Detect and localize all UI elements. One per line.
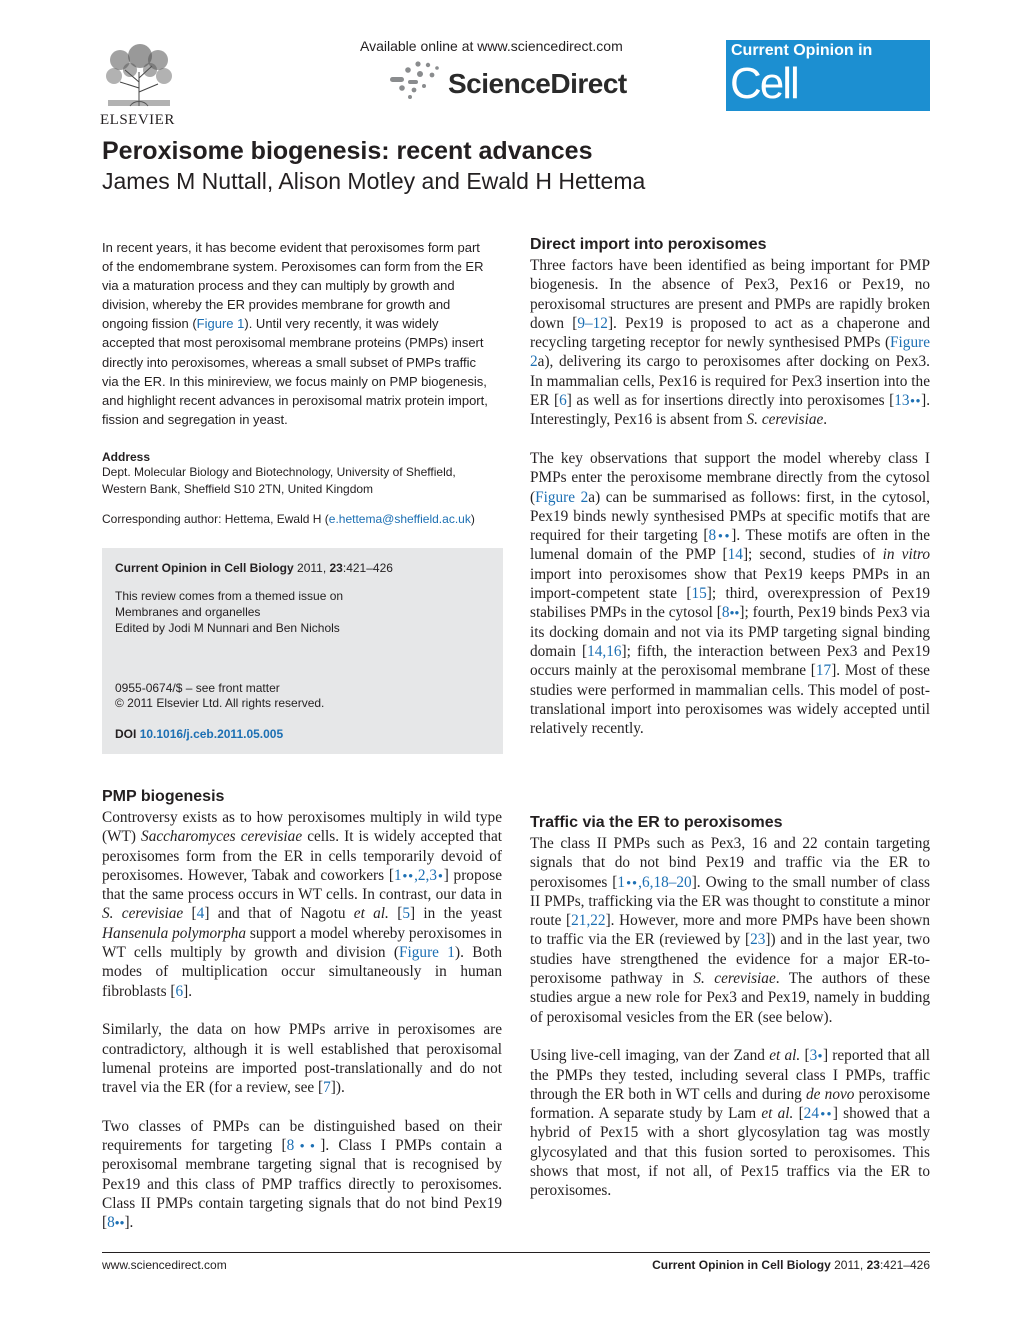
info-editors: Edited by Jodi M Nunnari and Ben Nichols [115, 621, 340, 635]
info-themed-topic: Membranes and organelles [115, 605, 261, 619]
pmp-biogenesis-text: Controversy exists as to how peroxisomes multiply in wild type (WT) Saccharomyces cerevisiae cells. It is widely accepted that peroxisomes form from the ER in cells temporarily devoid of peroxisomes. However, Tabak and coworkers [1●●,2,3●] propose that the same process occurs in WT cells. In contrast, our data in S. cerevisiae [4] and that of Nagotu et al. [5] in the yeast Hansenula polymorpha support a model whereby peroxisomes in WT cells multiply by growth and division (Figure 1). Both modes of multiplication occur simultaneously in human fibroblasts [6]. Similarly, the data on how PMPs arrive in peroxisomes are contradictory, although it is well established that peroxisomal lumenal proteins are imported post-translationally and do not travel via the ER (for a review, see [7]). Two classes of PMPs can be distinguished based on their requirements for targeting [8●●]. Class I PMPs contain a peroxisomal membrane targeting signal that is recognised by Pex19 and this class of PMP traffics directly to peroxisomes. Class II PMPs contain targeting signals that do not bind Pex19 [8●●]. [102, 809, 503, 1232]
section-heading-direct-import: Direct import into peroxisomes [530, 236, 767, 253]
info-doi: DOI 10.1016/j.ceb.2011.05.005 [115, 727, 284, 741]
info-themed-issue: This review comes from a themed issue on [115, 589, 344, 603]
corresponding-author: Corresponding author: Hettema, Ewald H (e.hettema@sheffield.ac.uk) [102, 512, 475, 526]
sciencedirect-dots-icon [388, 60, 444, 100]
footer-url[interactable]: www.sciencedirect.com [102, 1258, 227, 1272]
sciencedirect-wordmark: ScienceDirect [448, 68, 627, 99]
author-email-link[interactable]: e.hettema@sheffield.ac.uk [328, 512, 471, 526]
publisher-name: ELSEVIER [100, 112, 175, 128]
figure-1-link[interactable]: Figure 1 [196, 316, 245, 332]
section-heading-pmp-biogenesis: PMP biogenesis [102, 788, 225, 805]
info-journal-citation: Current Opinion in Cell Biology 2011, 23:421–426 [115, 561, 393, 575]
journal-logo-line2: Cell Biology [730, 59, 861, 160]
journal-logo-line1: Current Opinion in [731, 42, 873, 59]
article-authors: James M Nuttall, Alison Motley and Ewald H Hettema [102, 168, 646, 194]
section-heading-traffic-via-er: Traffic via the ER to peroxisomes [530, 814, 783, 831]
available-online-text: Available online at www.sciencedirect.com [360, 38, 623, 54]
info-copyright: © 2011 Elsevier Ltd. All rights reserved. [115, 696, 325, 710]
info-issn: 0955-0674/$ – see front matter [115, 681, 280, 695]
address-label: Address [102, 450, 151, 464]
elsevier-tree-logo [100, 42, 178, 108]
footer-divider [102, 1252, 930, 1253]
direct-import-text: Three factors have been identified as being important for PMP biogenesis. In the absence of Pex3, Pex16 or Pex19, no peroxisomal structures are present and PMPs are rapidly broken down [9–12]. Pex19 is proposed to act as a chaperone and recycling targeting receptor for newly synthesised PMPs (Figure 2a), delivering its cargo to peroxisomes after docking on Pex3. In mammalian cells, Pex16 is required for Pex3 insertion into the ER [6] as well as for insertions directly into peroxisomes [13●●]. Interestingly, Pex16 is absent from S. cerevisiae. The key observations that support the model whereby class I PMPs enter the peroxisome membrane directly from the cytosol (Figure 2a) can be summarised as follows: first, in the cytosol, Pex19 binds newly synthesised PMPs at specific motifs that are required for their targeting [8●●]. These motifs are often in the lumenal domain of the PMP [14]; second, studies of in vitro import into peroxisomes show that Pex19 keeps PMPs in an import-competent state [15]; third, overexpression of Pex19 stabilises PMPs in the cytosol [8●●]; fourth, Pex19 binds Pex3 via its docking domain and not via its PMP targeting signal binding domain [14,16]; fifth, the interaction between Pex3 and Pex19 occurs mainly at the peroxisomal membrane [17]. Most of these studies were performed in mammalian cells. This model of post-translational import into peroxisomes was widely accepted until relatively recently. [530, 257, 931, 738]
footer-citation: Current Opinion in Cell Biology 2011, 23:421–426 [652, 1258, 930, 1272]
address-text: Dept. Molecular Biology and Biotechnology, University of Sheffield, Western Bank, Sheffield S10 2TN, United Kingdom [102, 465, 456, 496]
article-info-box [102, 548, 503, 754]
traffic-via-er-text: The class II PMPs such as Pex3, 16 and 22 contain targeting signals that do not bind Pex19 and traffic via the ER to peroxisomes [1●●,6,18–20]. Owing to the small number of class II PMPs, trafficking via the ER was thought to constitute a minor route [21,22]. However, more and more PMPs have been shown to traffic via the ER (reviewed by [23]) and in the last year, two studies have strengthened the evidence for a major ER-to-peroxisome pathway in S. cerevisiae. The authors of these studies argue a new role for Pex3 and Pex19, namely in budding of peroxisomal vesicles from the ER (see below). Using live-cell imaging, van der Zand et al. [3●] reported that all the PMPs they tested, including several class I PMPs, traffic through the ER both in WT cells and during de novo peroxisome formation. A separate study by Lam et al. [24●●] showed that a hybrid of Pex15 with a short glycosylation tag was mostly glycosylated and that this fusion sorted to peroxisomes. This shows that most, if not all, of Pex15 traffics via the ER to peroxisomes. [530, 835, 931, 1200]
abstract: In recent years, it has become evident that peroxisomes form part of the endomembrane system. Peroxisomes can form from the ER via a maturation process and they can multiply by growth and division, whereby the ER provides membrane for growth and ongoing fission (Figure 1). Until very recently, it was widely accepted that most peroxisomal membrane proteins (PMPs) insert directly into peroxisomes, whereas a small subset of PMPs traffic via the ER. In this minireview, we focus mainly on PMP biogenesis, and highlight recent advances in peroxisomal matrix protein import, fission and segregation in yeast. [102, 240, 488, 427]
doi-link[interactable]: 10.1016/j.ceb.2011.05.005 [139, 727, 284, 741]
journal-logo [726, 40, 930, 160]
article-title: Peroxisome biogenesis: recent advances [102, 137, 593, 165]
